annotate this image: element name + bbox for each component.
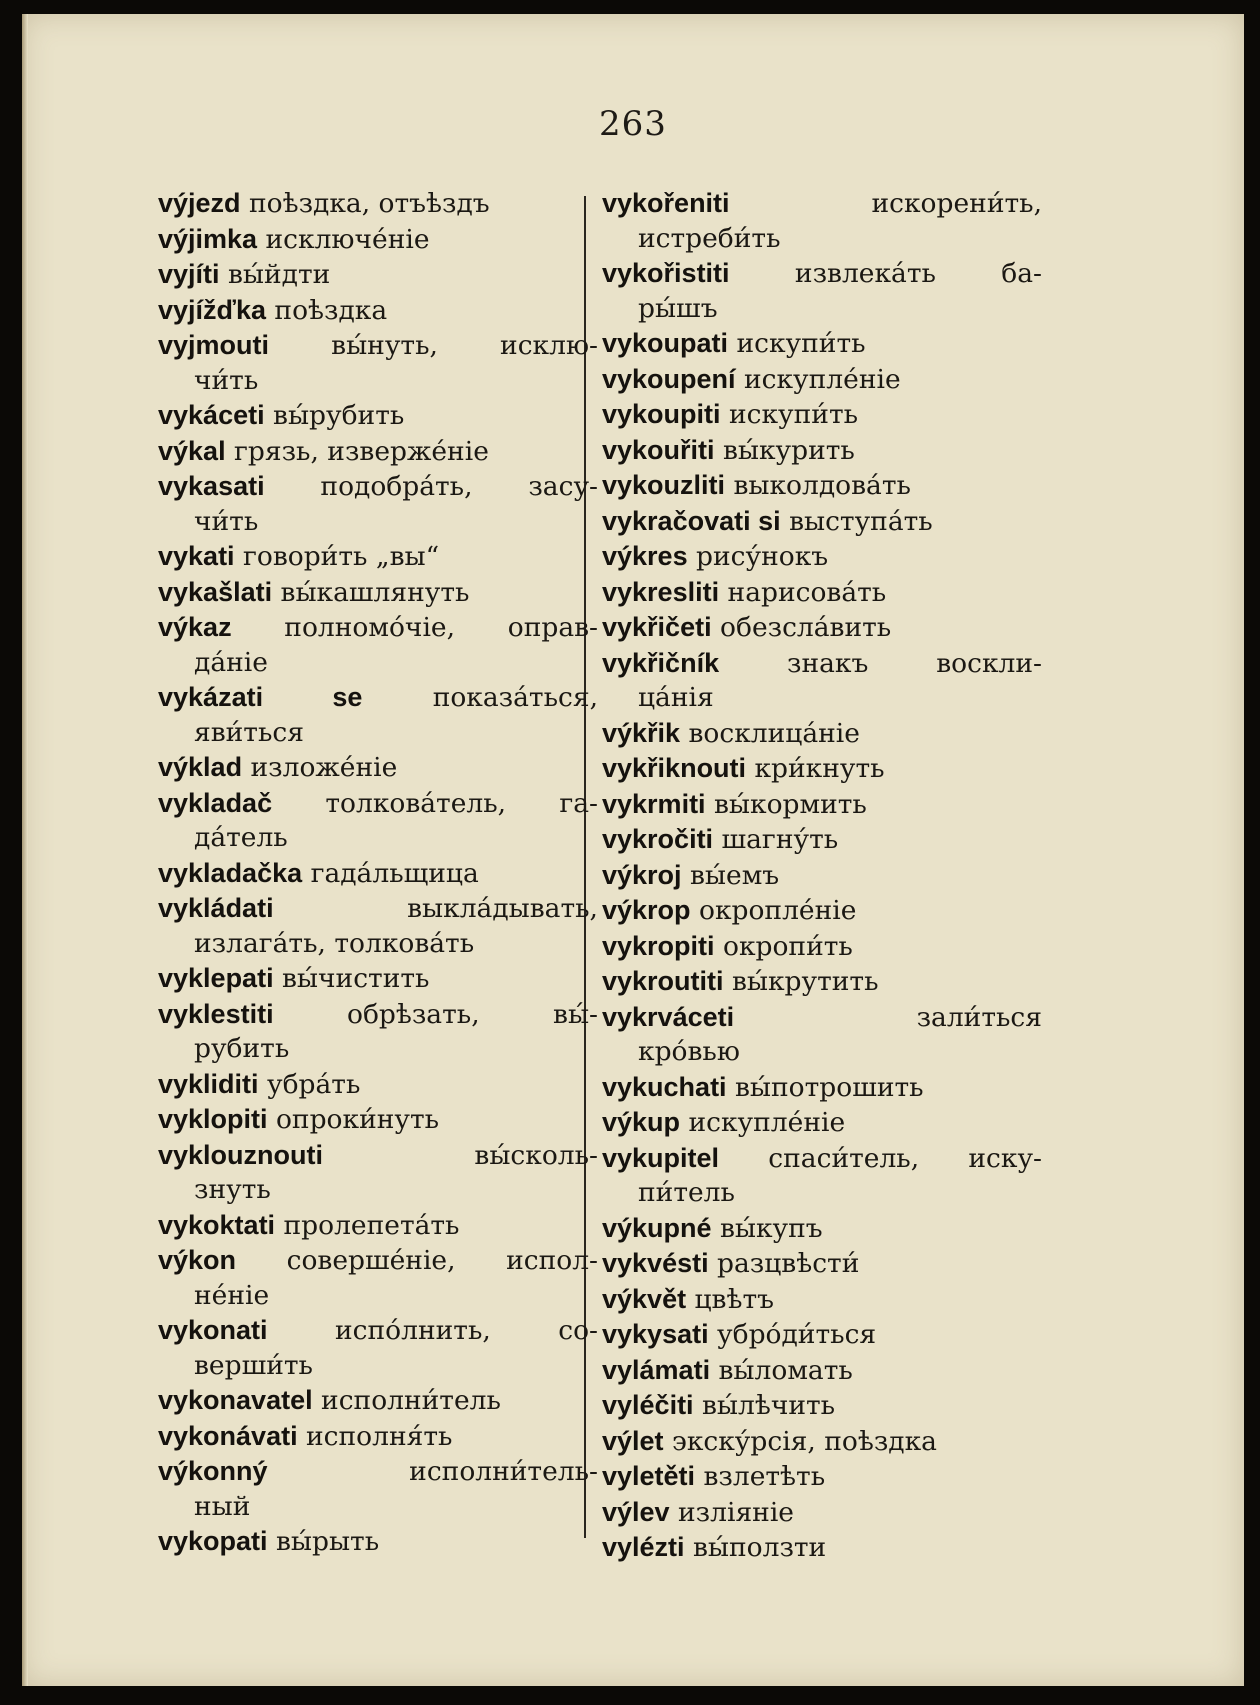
entry-translation: изліяніе [678,1496,794,1528]
entry-headword: vyletěti [602,1461,696,1491]
dictionary-entry [158,997,598,1033]
entry-translation: шагну́ть [721,824,839,855]
entry-continuation: цáнія [638,682,714,713]
entry-translation: поѣздка [274,294,388,326]
entry-headword: vykati [158,541,235,571]
entry-headword: vykresliti [602,576,720,607]
entry-translation: полномóчіе, оправ- [284,612,598,643]
dictionary-entry [158,1313,598,1349]
entry-translation: показáться, [432,682,598,713]
entry-translation: вы́емъ [690,859,780,891]
entry-headword: vykliditi [158,1068,259,1099]
entry-headword: výlet [602,1425,664,1456]
dictionary-entry [158,1454,598,1490]
entry-headword: výkonný [158,1456,268,1486]
left-column [158,186,598,1560]
entry-headword: vyléčiti [602,1390,694,1420]
entry-translation: поѣздка, отъѣздъ [248,188,490,219]
entry-continuation: дáніе [194,646,268,678]
entry-translation: убрáть [266,1068,361,1100]
entry-headword: vyklepati [158,963,274,993]
dictionary-entry [602,716,1042,752]
entry-headword: výkon [158,1245,237,1275]
entry-headword: vykonavatel [158,1385,313,1415]
entry-translation: вы́сколь- [474,1139,598,1171]
entry-translation: искорени́ть, [871,188,1042,219]
dictionary-entry [602,256,1042,292]
entry-translation: вы́потрошить [735,1071,924,1103]
entry-headword: výkvět [602,1283,687,1314]
dictionary-entry [602,1141,1042,1177]
entry-translation: разцвѣсти́ [717,1248,860,1279]
dictionary-entry [602,1459,1042,1495]
entry-headword: vykračovati si [602,505,781,536]
dictionary-entry [602,751,1042,787]
entry-continuation: ный [194,1490,251,1522]
dictionary-entry [158,539,598,575]
entry-translation: вы́нуть, исклю- [331,330,598,361]
entry-translation: нарисовáть [727,576,887,608]
dictionary-entry [158,1419,598,1455]
right-column [602,186,1042,1566]
entry-headword: vykřiknouti [602,753,747,783]
dictionary-entry [602,1388,1042,1424]
dictionary-entry [158,575,598,611]
entry-continuation: рубить [194,1033,290,1064]
entry-headword: vykřičeti [602,612,712,642]
entry-translation: испóлнить, со- [335,1315,598,1346]
dictionary-entry [602,1246,1042,1282]
entry-headword: vykasati [158,471,265,501]
dictionary-entry [158,222,598,258]
dictionary-entry [602,1070,1042,1106]
entry-translation: исполня́ть [306,1420,453,1452]
dictionary-entry [602,929,1042,965]
dictionary-entry [602,1105,1042,1141]
entry-continuation: излагáть, толковáть [194,927,475,959]
dictionary-entry [158,680,598,716]
entry-continuation: чи́ть [194,505,259,537]
entry-translation: экску́рсія, поѣздка [671,1425,937,1457]
dictionary-entry [602,964,1042,1000]
entry-headword: výklad [158,752,243,782]
entry-translation: выколдовáть [733,470,911,501]
entry-headword: vykřičník [602,647,720,678]
dictionary-entry [158,891,598,927]
dictionary-entry [158,961,598,997]
dictionary-entry [602,822,1042,858]
entry-translation: опроки́нуть [275,1104,440,1135]
book-page [22,14,1244,1686]
entry-headword: vyklestiti [158,998,274,1029]
entry-headword: vyjíti [158,259,220,289]
entry-translation: убрóди́ться [717,1319,877,1350]
entry-translation: грязь, извержéніе [234,435,489,467]
entry-translation: цвѣтъ [694,1283,774,1315]
entry-headword: vykuchati [602,1071,727,1102]
dictionary-entry [602,1424,1042,1460]
entry-continuation: дáтель [194,822,288,853]
entry-headword: výkaz [158,612,232,642]
dictionary-entry [602,326,1042,362]
dictionary-entry [158,1208,598,1244]
dictionary-entry [602,539,1042,575]
dictionary-entry [602,468,1042,504]
entry-translation: исполни́тель- [409,1456,598,1487]
page-number: 263 [599,104,667,144]
entry-headword: vykladač [158,787,273,818]
entry-headword: vyklopiti [158,1104,268,1134]
entry-headword: vykoktati [158,1209,276,1240]
entry-headword: výkroj [602,859,682,890]
entry-continuation: пи́тель [638,1177,735,1208]
entry-translation: спаси́тель, иску- [768,1142,1042,1174]
entry-headword: vykysati [602,1319,709,1349]
entry-translation: вы́рыть [275,1526,380,1557]
dictionary-entry [602,362,1042,398]
dictionary-entry [158,1524,598,1560]
dictionary-entry [158,610,598,646]
dictionary-entry [602,397,1042,433]
entry-headword: vykoupati [602,328,729,358]
entry-headword: vyjmouti [158,330,270,360]
entry-headword: výkupné [602,1212,712,1243]
entry-headword: výkup [602,1107,681,1137]
entry-translation: толковáтель, га- [325,787,598,819]
entry-headword: vykonati [158,1315,268,1345]
entry-headword: vykořistiti [602,258,730,288]
entry-continuation: истреби́ть [638,222,781,254]
entry-translation: говори́ть „вы“ [243,541,440,572]
entry-headword: vykročiti [602,824,714,854]
entry-headword: výkal [158,435,226,466]
entry-translation: рису́нокъ [696,541,829,572]
entry-translation: обезслáвить [720,612,892,643]
entry-translation: извлекáть ба- [794,258,1042,289]
entry-translation: совершéніе, испол- [286,1245,598,1276]
entry-headword: vykouřiti [602,434,715,465]
entry-headword: vylézti [602,1532,685,1562]
dictionary-entry [602,433,1042,469]
dictionary-entry [158,1067,598,1103]
entry-translation: вы́ползти [692,1532,827,1563]
entry-headword: vykladačka [158,857,303,888]
dictionary-entry [158,1243,598,1279]
dictionary-entry [158,1102,598,1138]
entry-headword: vykonávati [158,1420,298,1451]
dictionary-entry [158,398,598,434]
entry-headword: vylámati [602,1354,711,1385]
entry-translation: зали́ться [916,1001,1042,1033]
entry-translation: вы́кашлянуть [280,576,470,608]
entry-continuation: знуть [194,1174,271,1205]
dictionary-entry [158,434,598,470]
entry-translation: окропи́ть [722,930,853,962]
entry-headword: vykupitel [602,1142,720,1173]
entry-translation: искупи́ть [728,399,859,430]
dictionary-entry [602,1495,1042,1531]
dictionary-entry [602,610,1042,646]
entry-headword: výjimka [158,223,258,254]
dictionary-entry [602,787,1042,823]
entry-headword: vykrváceti [602,1001,735,1032]
dictionary-entry [158,469,598,505]
dictionary-entry [602,504,1042,540]
entry-translation: окроплéніе [698,895,857,926]
page-binding-edge [22,14,28,1686]
entry-continuation: нéніе [194,1279,270,1311]
dictionary-entry [158,856,598,892]
dictionary-entry [602,1282,1042,1318]
entry-headword: vykoupiti [602,399,721,429]
dictionary-entry [602,646,1042,682]
entry-headword: vykázati se [158,682,363,712]
entry-headword: výkres [602,541,688,571]
entry-translation: кри́кнуть [754,753,885,784]
dictionary-entry [158,293,598,329]
entry-headword: vykroutiti [602,966,724,996]
dictionary-entry [158,328,598,364]
entry-headword: vykořeniti [602,188,730,218]
dictionary-entry [602,1211,1042,1247]
entry-translation: вы́рубить [273,400,405,431]
entry-translation: выступáть [789,505,933,537]
entry-translation: вы́йдти [227,259,331,290]
entry-continuation: верши́ть [194,1349,313,1381]
entry-translation: вы́ломать [718,1354,853,1386]
dictionary-entry [158,786,598,822]
entry-headword: vykoupení [602,363,736,394]
dictionary-entry [158,1383,598,1419]
dictionary-entry [602,893,1042,929]
entry-translation: изложéніе [250,752,398,783]
dictionary-entry [602,1353,1042,1389]
entry-translation: взлетѣть [703,1461,826,1492]
entry-headword: vyjížďka [158,294,266,325]
entry-translation: исключéніе [265,223,430,255]
entry-continuation: ры́шъ [638,292,718,324]
entry-continuation: крóвью [638,1036,740,1067]
entry-translation: вы́крутить [731,966,879,997]
entry-headword: vykládati [158,893,274,923]
entry-translation: подобрáть, засу- [320,471,598,502]
entry-translation: искуплéніе [688,1107,846,1138]
entry-translation: вы́курить [722,434,855,466]
entry-translation: искуплéніе [743,363,901,395]
entry-translation: искупи́ть [736,328,866,359]
entry-translation: исполни́тель [321,1385,501,1416]
entry-translation: пролепетáть [283,1209,460,1241]
entry-headword: výkřik [602,717,681,748]
dictionary-entry [602,575,1042,611]
dictionary-entry [602,1000,1042,1036]
entry-continuation: яви́ться [194,716,304,748]
entry-translation: гадáльщица [310,857,479,889]
entry-headword: vyklouznouti [158,1139,324,1170]
entry-translation: знакъ воскли- [787,647,1042,679]
entry-headword: výlev [602,1496,670,1527]
dictionary-entry [158,257,598,293]
entry-headword: vykropiti [602,930,715,961]
entry-headword: vykáceti [158,400,265,430]
entry-headword: vykouzliti [602,470,726,500]
entry-translation: вы́купъ [719,1212,823,1244]
entry-translation: вы́чистить [282,963,430,994]
dictionary-entry [158,1138,598,1174]
dictionary-entry [602,1530,1042,1566]
entry-headword: vykopati [158,1526,268,1556]
dictionary-entry [602,186,1042,222]
entry-headword: vykvésti [602,1248,709,1278]
entry-headword: vykašlati [158,576,273,607]
dictionary-entry [602,1317,1042,1353]
dictionary-entry [602,858,1042,894]
entry-headword: vykrmiti [602,788,706,819]
entry-translation: восклицáніе [688,717,860,749]
dictionary-entry [158,186,598,222]
entry-translation: выкла́дывать, [407,893,598,924]
entry-translation: обрѣзать, вы́- [347,998,598,1030]
entry-headword: výkrop [602,895,691,925]
entry-translation: вы́лѣчить [702,1390,836,1421]
entry-translation: вы́кормить [714,788,867,820]
entry-headword: výjezd [158,188,241,218]
entry-continuation: чи́ть [194,364,259,396]
dictionary-entry [158,750,598,786]
